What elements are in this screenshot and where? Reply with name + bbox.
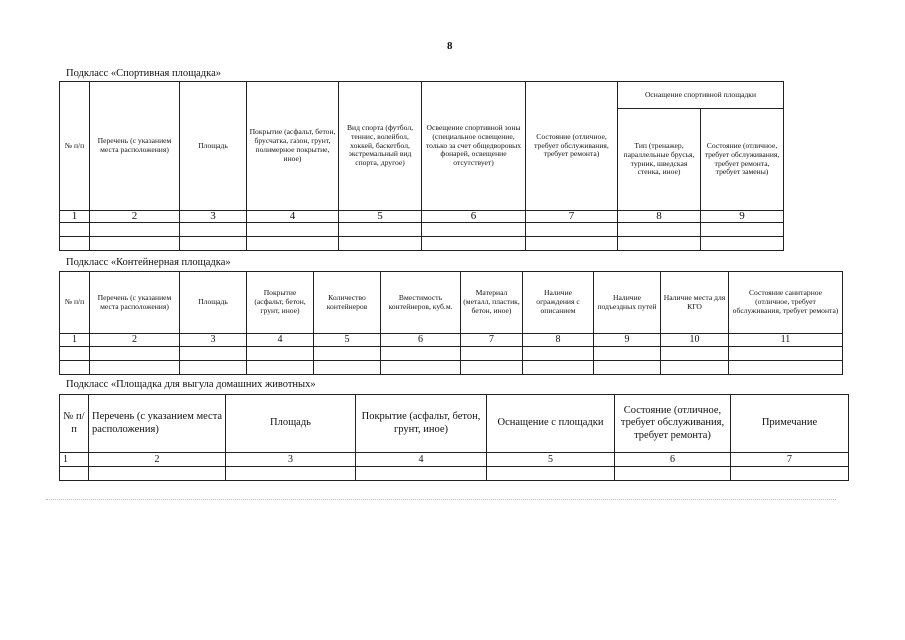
sport-header-sport-type: Вид спорта (футбол, теннис, волейбол, хоккей, баскетбол, экстремальный вид спорта, другое) (339, 82, 422, 211)
container-header-material: Материал (металл, пластик, бетон, иное) (461, 272, 523, 334)
sport-header-number: № п/п (60, 82, 90, 211)
container-section-caption: Подкласс «Контейнерная площадка» (66, 257, 231, 268)
container-header-area: Площадь (180, 272, 247, 334)
sport-header-surface: Покрытие (асфальт, бетон, брусчатка, газон, грунт, полимерное покрытие, иное) (247, 82, 339, 211)
container-header-count: Количество контейнеров (314, 272, 381, 334)
pets-number-cell: 2 (89, 453, 226, 467)
pets-header-condition: Состояние (отличное, требует обслуживания, требует ремонта) (615, 395, 731, 453)
pets-number-cell: 1 (60, 453, 89, 467)
container-header-number: № п/п (60, 272, 90, 334)
container-number-cell: 10 (661, 334, 729, 347)
pets-number-cell: 6 (615, 453, 731, 467)
pets-number-cell: 5 (487, 453, 615, 467)
sport-number-cell: 2 (90, 211, 180, 223)
container-number-cell: 4 (247, 334, 314, 347)
table-row (60, 237, 784, 251)
sport-header-equipment-condition: Состояние (отличное, требует обслуживания, требует ремонта, требует замены) (701, 109, 784, 211)
container-number-cell: 1 (60, 334, 90, 347)
container-number-cell: 5 (314, 334, 381, 347)
container-header-kgo: Наличие места для КГО (661, 272, 729, 334)
pets-header-surface: Покрытие (асфальт, бетон, грунт, иное) (356, 395, 487, 453)
sport-number-cell: 8 (618, 211, 701, 223)
sport-table (59, 81, 784, 251)
sport-number-cell: 4 (247, 211, 339, 223)
pets-header-note: Примечание (731, 395, 849, 453)
container-header-access-roads: Наличие подъездных путей (594, 272, 661, 334)
sport-header-equipment-group: Оснащение спортивной площадки (618, 82, 784, 109)
container-header-surface: Покрытие (асфальт, бетон, грунт, иное) (247, 272, 314, 334)
container-header-capacity: Вместимость контейнеров, куб.м. (381, 272, 461, 334)
sport-number-cell: 7 (526, 211, 618, 223)
container-number-cell: 6 (381, 334, 461, 347)
pets-number-cell: 3 (226, 453, 356, 467)
sport-header-area: Площадь (180, 82, 247, 211)
sport-header-list: Перечень (с указанием места расположения) (90, 82, 180, 211)
container-number-cell: 3 (180, 334, 247, 347)
container-number-cell: 2 (90, 334, 180, 347)
container-header-list: Перечень (с указанием места расположения) (90, 272, 180, 334)
scan-edge-divider (46, 499, 836, 500)
container-number-cell: 8 (523, 334, 594, 347)
table-row (60, 347, 843, 361)
table-row (60, 361, 843, 375)
table-row (60, 223, 784, 237)
table-row (60, 467, 849, 481)
pets-header-area: Площадь (226, 395, 356, 453)
pets-number-cell: 7 (731, 453, 849, 467)
sport-header-equipment-type: Тип (тренажер, параллельные брусья, турник, шведская стенка, иное) (618, 109, 701, 211)
pets-number-cell: 4 (356, 453, 487, 467)
sport-number-cell: 5 (339, 211, 422, 223)
pets-header-equipment: Оснащение с площадки (487, 395, 615, 453)
container-number-cell: 7 (461, 334, 523, 347)
container-header-fence: Наличие ограждения с описанием (523, 272, 594, 334)
pets-header-list: Перечень (с указанием места расположения) (89, 395, 226, 453)
sport-section-caption: Подкласс «Спортивная площадка» (66, 68, 222, 79)
container-table (59, 271, 843, 375)
sport-header-lighting: Освещение спортивной зоны (специальное освещение, только за счет общедворовых фонарей, освещение отсутствует) (422, 82, 526, 211)
sport-number-cell: 6 (422, 211, 526, 223)
sport-number-cell: 9 (701, 211, 784, 223)
pets-section-caption: Подкласс «Площадка для выгула домашних животных» (66, 379, 316, 390)
pets-header-number: № п/п (60, 395, 89, 453)
sport-number-cell: 3 (180, 211, 247, 223)
container-header-sanitary-condition: Состояние санитарное (отличное, требует обслуживания, требует ремонта) (729, 272, 843, 334)
sport-number-cell: 1 (60, 211, 90, 223)
page-number: 8 (447, 40, 453, 52)
pets-table (59, 394, 849, 481)
container-number-cell: 11 (729, 334, 843, 347)
container-number-cell: 9 (594, 334, 661, 347)
sport-header-condition: Состояние (отличное, требует обслуживания, требует ремонта) (526, 82, 618, 211)
